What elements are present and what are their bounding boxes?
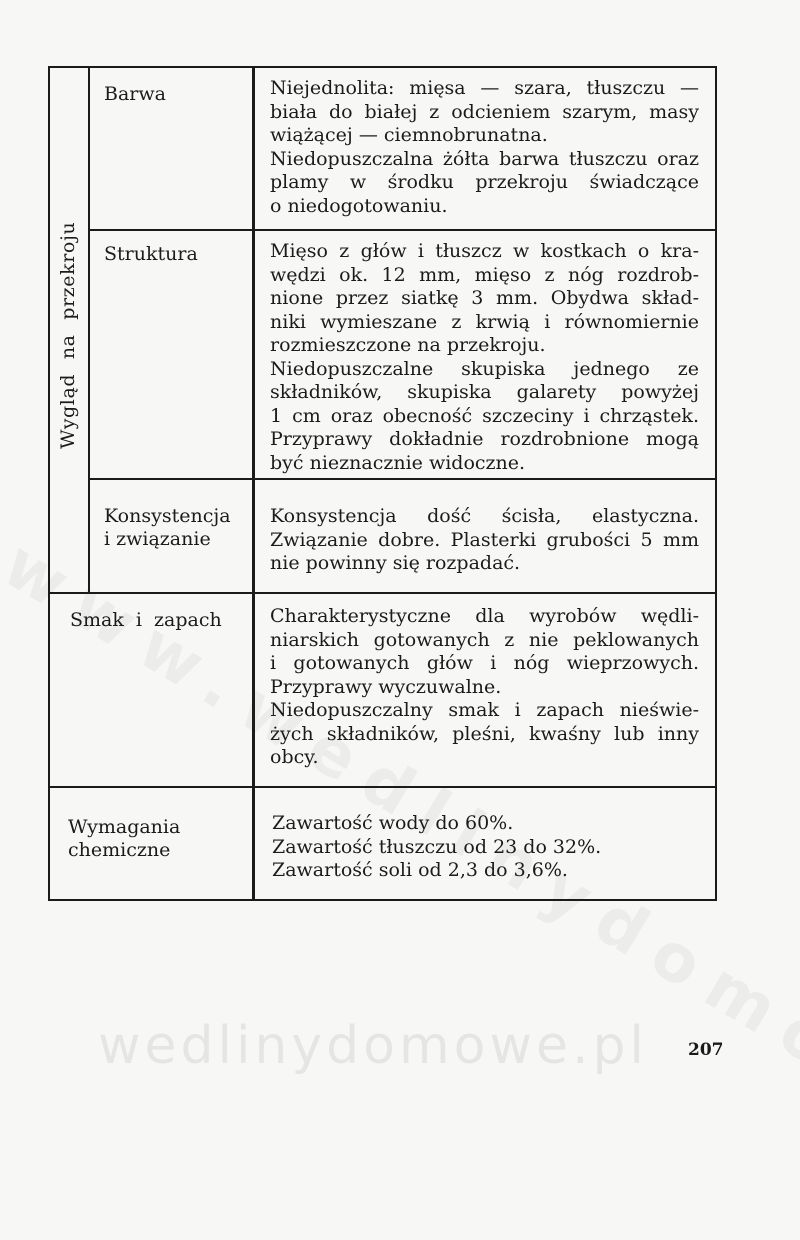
row-label-line: Struktura [104,243,198,265]
description-line: niarskich gotowanych z nie peklowanych [270,628,699,651]
bottom-watermark: wedlinydomowe.pl [98,1016,648,1076]
description-line: Związanie dobre. Plasterki grubości 5 mm [270,528,699,551]
description-line: Mięso z głów i tłuszcz w kostkach o kra- [270,240,699,262]
description-line: Niejednolita: mięsa — szara, tłuszczu — [270,77,699,99]
description-line: wiążącej — ciemnobrunatna. [270,124,548,146]
table-right-border [715,66,717,901]
row-description-struktura [270,240,699,475]
description-line: nie powinny się rozpadać. [270,552,521,574]
row-label-wymagania [68,816,180,862]
description-line: żych składników, pleśni, kwaśny lub inny [270,722,699,745]
row-label-struktura [104,243,198,266]
description-line: 1 cm oraz obecność szczeciny i chrząstek. [270,404,699,427]
row-description-konsystencja [270,505,699,576]
row-label-konsystencja [104,505,231,551]
row-label-line: Smak i zapach [70,609,222,631]
table-top-rule [48,66,717,68]
description-line: Niedopuszczalna żółta barwa tłuszczu oraz [270,147,699,170]
row-label-line: Konsystencja [104,505,231,527]
row-label-smak [70,609,222,632]
description-line: plamy w środku przekroju świadczące [270,171,699,193]
description-line: niki wymieszane z krwią i równomiernie [270,310,699,333]
table-bottom-rule [48,899,717,901]
row-label-barwa [104,83,166,106]
description-line: Konsystencja dość ścisła, elastyczna. [270,505,699,527]
description-line: o niedogotowaniu. [270,194,448,217]
row-divider [48,592,717,594]
description-line: wędzi ok. 12 mm, mięso z nóg rozdrob- [270,263,699,286]
description-line: nione przez siatkę 3 mm. Obydwa skład- [270,287,699,309]
description-line: biała do białej z odcieniem szarym, masy [270,100,699,123]
description-line: Zawartość tłuszczu od 23 do 32%. [272,835,602,858]
group-label: Wygląd na przekroju [57,221,79,449]
table-left-border [48,66,50,901]
description-line: Charakterystyczne dla wyrobów wędli- [270,605,699,627]
row-label-line: Barwa [104,83,166,105]
row-divider [88,478,717,480]
description-line: obcy. [270,746,319,768]
description-line: być nieznacznie widoczne. [270,451,526,474]
row-divider [88,229,717,231]
description-line: Przyprawy wyczuwalne. [270,675,502,698]
description-line: Przyprawy dokładnie rozdrobnione mogą [270,428,699,450]
label-column-divider [252,66,255,901]
row-label-line: Wymagania [68,816,181,838]
description-line: rozmieszczone na przekroju. [270,334,546,356]
group-column-divider [88,66,90,594]
description-line: i gotowanych głów i nóg wieprzowych. [270,652,699,674]
row-description-barwa [270,77,699,218]
description-line: Niedopuszczalne skupiska jednego ze [270,357,699,380]
row-divider [48,786,717,788]
description-line: Niedopuszczalny smak i zapach nieświe- [270,699,699,721]
row-description-smak [270,605,699,770]
row-label-line: i związanie [104,528,211,550]
page-number: 207 [688,1040,724,1060]
row-description-wymagania [272,812,701,883]
description-line: składników, skupiska galarety powyżej [270,381,699,403]
description-line: Zawartość soli od 2,3 do 3,6%. [272,859,568,881]
row-label-line: chemiczne [68,839,171,861]
description-line: Zawartość wody do 60%. [272,812,514,834]
